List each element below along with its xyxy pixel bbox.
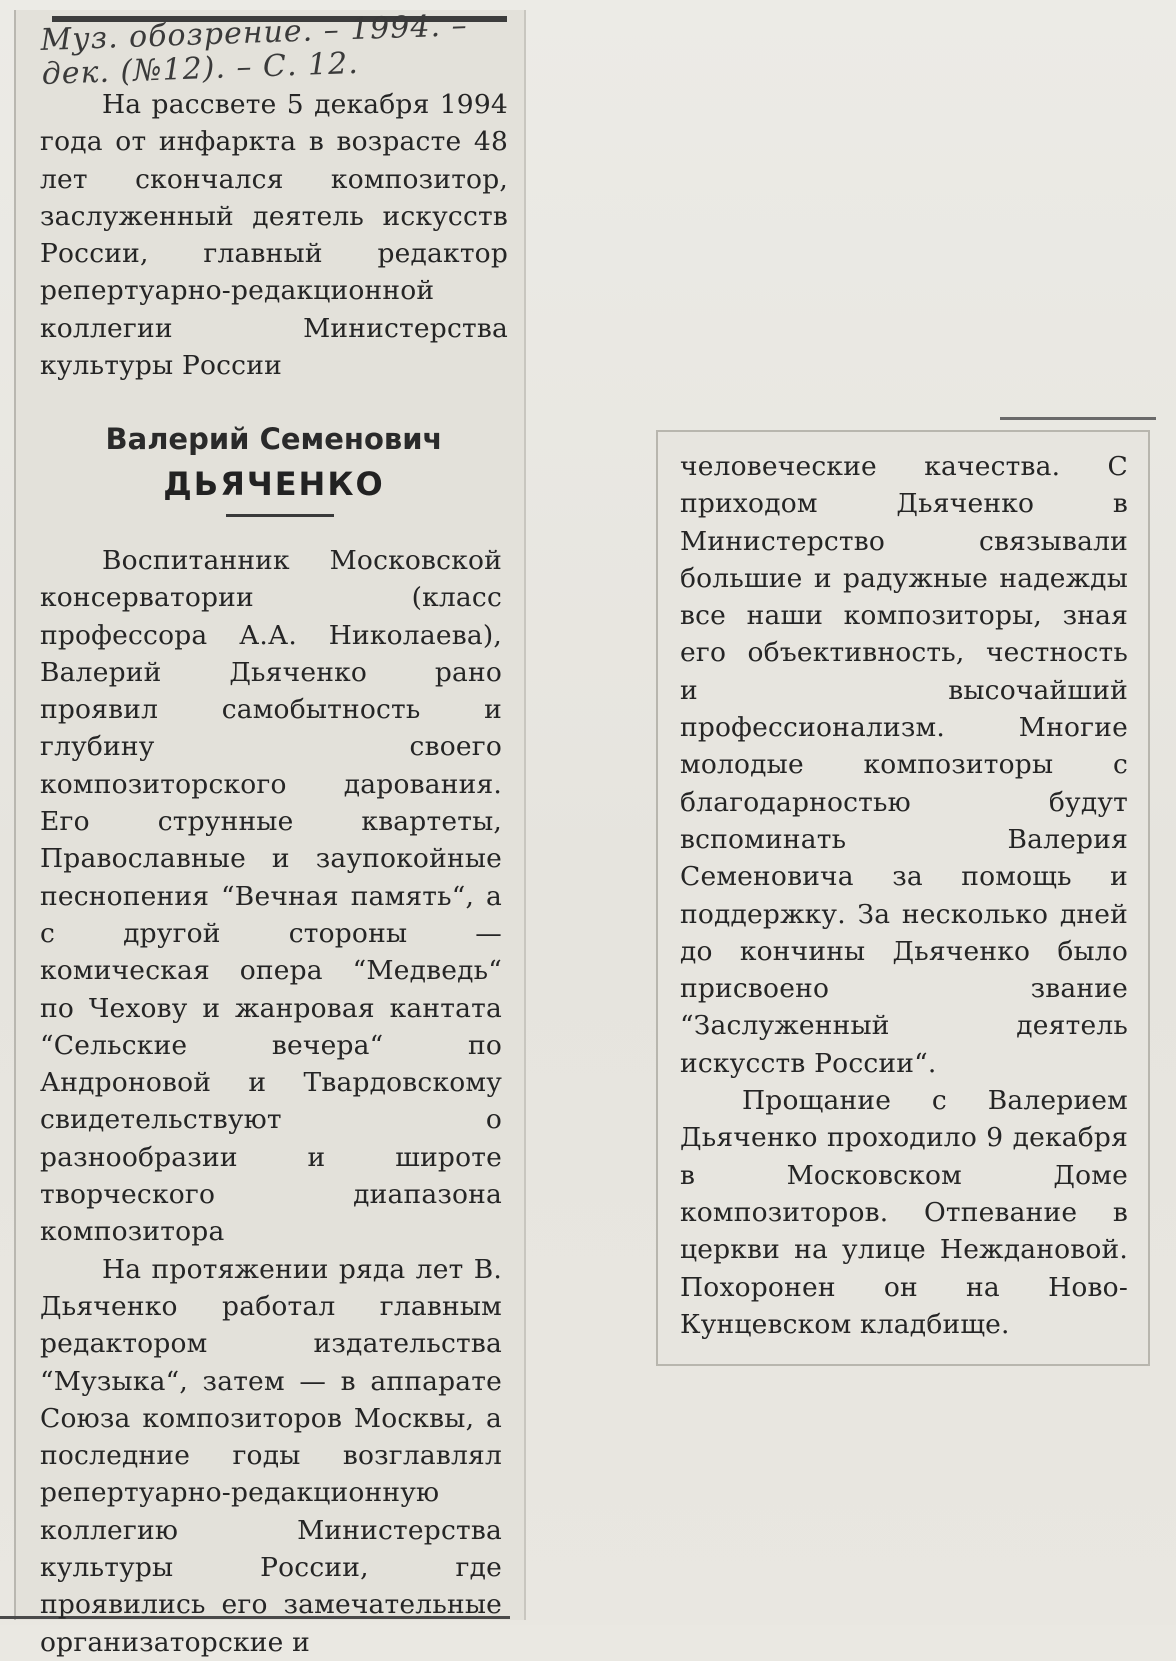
handwritten-line-1: Муз. обозрение. – 1994. – — [39, 8, 469, 58]
person-surname: ДЬЯЧЕНКО — [163, 465, 385, 503]
heading-divider — [226, 514, 334, 517]
right-paragraph-2: Прощание с Валерием Дьяченко проходило 9 декабря в Московском Доме композиторов. Отпевание в церкви на улице Неждановой. Похоронен он на Ново-Кунцевском кладбище. — [680, 1085, 1128, 1340]
right-top-rule — [1000, 417, 1156, 420]
left-column-body — [40, 542, 502, 1661]
obituary-intro — [40, 86, 508, 384]
right-column-body — [680, 448, 1128, 1343]
intro-paragraph: На рассвете 5 декабря 1994 года от инфаркта в возрасте 48 лет скончался композитор, заслуженный деятель искусств России, главный редактор репертуарно-редакционной коллегии Министерства культуры России — [40, 89, 508, 382]
right-paragraph-1: человеческие качества. С приходом Дьяченко в Министерство связывали большие и радужные надежды все наши композиторы, зная его объективность, честность и высочайший профессионализм. Многие молодые композиторы с благодарностью будут вспоминать Валерия Семеновича за помощь и поддержку. За несколько дней до кончины Дьяченко было присвоено звание “Заслуженный деятель искусств России“. — [680, 451, 1128, 1079]
left-paragraph-1: Воспитанник Московской консерватории (класс профессора А.А. Николаева), Валерий Дьяченко рано проявил самобытность и глубину своего композиторского дарования. Его струнные квартеты, Православные и заупокойные песнопения “Вечная память“, а с другой стороны — комическая опера “Медведь“ по Чехову и жанровая кантата “Сельские вечера“ по Андроновой и Твардовскому свидетельствуют о разнообразии и широте творческого диапазона композитора — [40, 545, 502, 1248]
person-name: Валерий Семенович — [105, 422, 443, 456]
handwritten-line-2: дек. (№12). – С. 12. — [41, 45, 360, 92]
left-paragraph-2: На протяжении ряда лет В. Дьяченко работал главным редактором издательства “Музыка“, затем — в аппарате Союза композиторов Москвы, а последние годы возглавлял репертуарно-редакционную коллегию Министерства культуры России, где проявились его замечательные организаторские и — [40, 1253, 502, 1658]
